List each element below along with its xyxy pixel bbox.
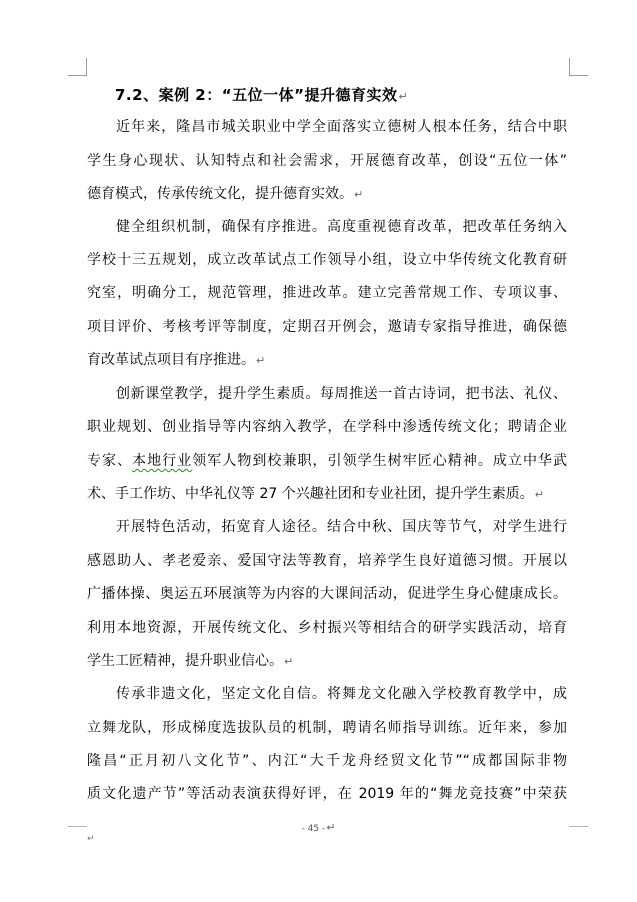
- body-line: 德育模式，传承传统文化，提升德育实效。↵: [87, 186, 364, 202]
- body-line: 项目评价、考核考评等制度，定期召开例会，邀请专家指导推进，确保德: [87, 319, 567, 335]
- body-line: 立舞龙队，形成梯度选拔队员的机制，聘请名师指导训练。近年来，参加: [87, 720, 567, 736]
- body-line: 育改革试点项目有序推进。↵: [87, 352, 266, 368]
- body-line: 健全组织机制，确保有序推进。高度重视德育改革，把改革任务纳入: [116, 219, 567, 235]
- body-line: 术、手工作坊、中华礼仪等 27 个兴趣社团和专业社团，提升学生素质。↵: [87, 486, 544, 502]
- body-line: 近年来，隆昌市城关职业中学全面落实立德树人根本任务，结合中职: [116, 119, 567, 135]
- body-line: 隆昌“正月初八文化节”、内江“大千龙舟经贸文化节”“成都国际非物: [87, 753, 567, 769]
- paragraph-mark: ↵: [87, 834, 95, 844]
- body-line: 质文化遗产节”等活动表演获得好评，在 2019 年的“舞龙竞技赛”中荣获: [87, 786, 567, 802]
- body-line: 学生工匠精神，提升职业信心。↵: [87, 653, 294, 669]
- body-line: 感恩助人、孝老爱亲、爱国守法等教育，培养学生良好道德习惯。开展以: [87, 553, 567, 569]
- body-line: 开展特色活动，拓宽育人途径。结合中秋、国庆等节气，对学生进行: [116, 519, 567, 535]
- body-line: 创新课堂教学，提升学生素质。每周推送一首古诗词，把书法、礼仪、: [116, 386, 567, 402]
- grammar-underline: 本地行业: [132, 453, 193, 469]
- body-line: 利用本地资源，开展传统文化、乡村振兴等相结合的研学实践活动，培育: [87, 620, 567, 636]
- body-line: 究室，明确分工，规范管理，推进改革。建立完善常规工作、专项议事、: [87, 285, 567, 301]
- body-line: 传承非遗文化，坚定文化自信。将舞龙文化融入学校教育教学中，成: [116, 686, 567, 702]
- section-heading: 7.2、案例 2：“五位一体”提升德育实效↵: [115, 86, 409, 104]
- body-line: 职业规划、创业指导等内容纳入教学，在学科中渗透传统文化；聘请企业: [87, 419, 567, 435]
- page-number: - 45 -↵: [301, 821, 336, 834]
- body-line-underlined: 专家、本地行业领军人物到校兼职，引领学生树牢匠心精神。成立中华武: [87, 453, 568, 469]
- body-line: 学校十三五规划，成立改革试点工作领导小组，设立中华传统文化教育研: [87, 252, 567, 268]
- body-line: 学生身心现状、认知特点和社会需求，开展德育改革，创设“五位一体”: [87, 153, 567, 169]
- body-line: 广播体操、奥运五环展演等为内容的大课间活动，促进学生身心健康成长。: [87, 586, 567, 602]
